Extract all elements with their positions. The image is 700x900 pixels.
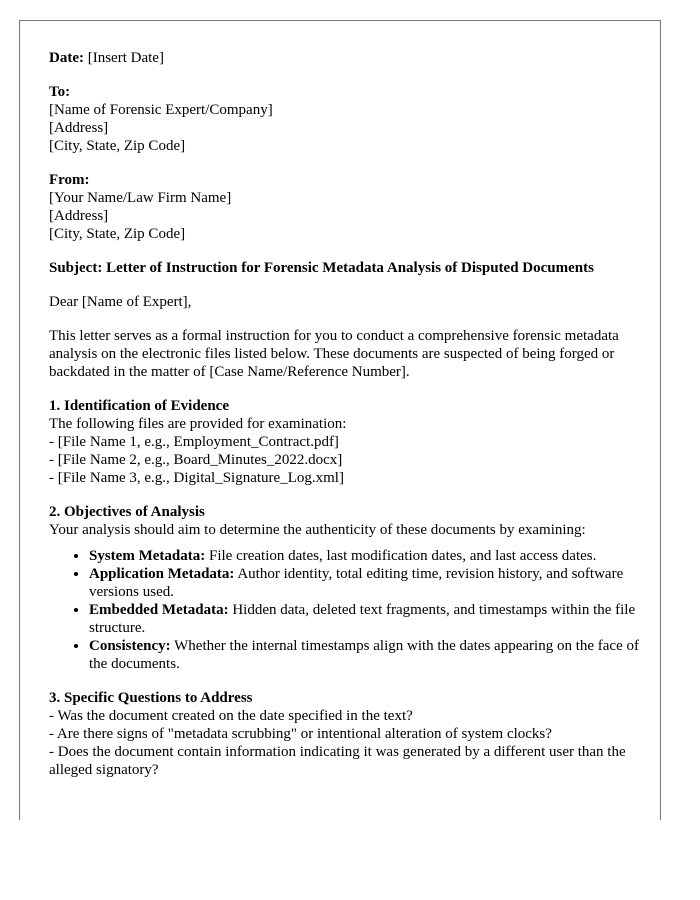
section-evidence [49, 397, 639, 487]
from-label: From: [49, 172, 90, 188]
section-questions [49, 689, 639, 779]
date-label: Date: [49, 50, 84, 66]
date-line [49, 49, 639, 67]
sender-address: [Address] [49, 208, 109, 224]
objective-term: Consistency: [89, 638, 171, 654]
recipient-name: [Name of Forensic Expert/Company] [49, 102, 273, 118]
objective-term: Application Metadata: [89, 566, 235, 582]
section-objectives [49, 503, 639, 673]
list-item [89, 637, 639, 673]
section-evidence-heading: 1. Identification of Evidence [49, 398, 229, 414]
sender-block [49, 171, 639, 243]
objective-text: File creation dates, last modification dates, and last access dates. [205, 548, 597, 564]
to-label: To: [49, 84, 71, 100]
objective-text: Whether the internal timestamps align with the dates appearing on the face of the documents. [89, 638, 639, 672]
date-value: [Insert Date] [87, 50, 164, 66]
list-item [89, 565, 639, 601]
objective-text: Hidden data, deleted text fragments, and timestamps within the file structure. [89, 602, 636, 636]
subject-line: Subject: Letter of Instruction for Forensic Metadata Analysis of Disputed Documents [49, 260, 594, 276]
question-2: - Are there signs of "metadata scrubbing" or intentional alteration of system clocks? [49, 726, 552, 742]
objective-term: System Metadata: [89, 548, 206, 564]
letter-page [19, 20, 661, 820]
evidence-file-2: - [File Name 2, e.g., Board_Minutes_2022.docx] [49, 452, 343, 468]
evidence-intro: The following files are provided for examination: [49, 416, 347, 432]
section-objectives-heading: 2. Objectives of Analysis [49, 504, 205, 520]
salutation: Dear [Name of Expert], [49, 294, 192, 310]
list-item [89, 547, 639, 565]
letter-content [49, 49, 639, 795]
recipient-address: [Address] [49, 120, 109, 136]
objectives-list [49, 547, 639, 673]
question-3: - Does the document contain information indicating it was generated by a different user than the alleged signatory? [49, 744, 626, 778]
section-questions-heading: 3. Specific Questions to Address [49, 690, 253, 706]
objective-text: Author identity, total editing time, revision history, and software versions used. [89, 566, 624, 600]
recipient-block [49, 83, 639, 155]
list-item [89, 601, 639, 637]
sender-name: [Your Name/Law Firm Name] [49, 190, 232, 206]
evidence-file-3: - [File Name 3, e.g., Digital_Signature_Log.xml] [49, 470, 344, 486]
recipient-city: [City, State, Zip Code] [49, 138, 186, 154]
evidence-file-1: - [File Name 1, e.g., Employment_Contract.pdf] [49, 434, 339, 450]
question-1: - Was the document created on the date specified in the text? [49, 708, 413, 724]
objectives-intro: Your analysis should aim to determine the authenticity of these documents by examining: [49, 522, 586, 538]
objective-term: Embedded Metadata: [89, 602, 229, 618]
sender-city: [City, State, Zip Code] [49, 226, 186, 242]
intro-paragraph: This letter serves as a formal instruction for you to conduct a comprehensive forensic metadata analysis on the electronic files listed below. These documents are suspected of being forged or backdated in the matter of [Case Name/Reference Number]. [49, 328, 619, 380]
